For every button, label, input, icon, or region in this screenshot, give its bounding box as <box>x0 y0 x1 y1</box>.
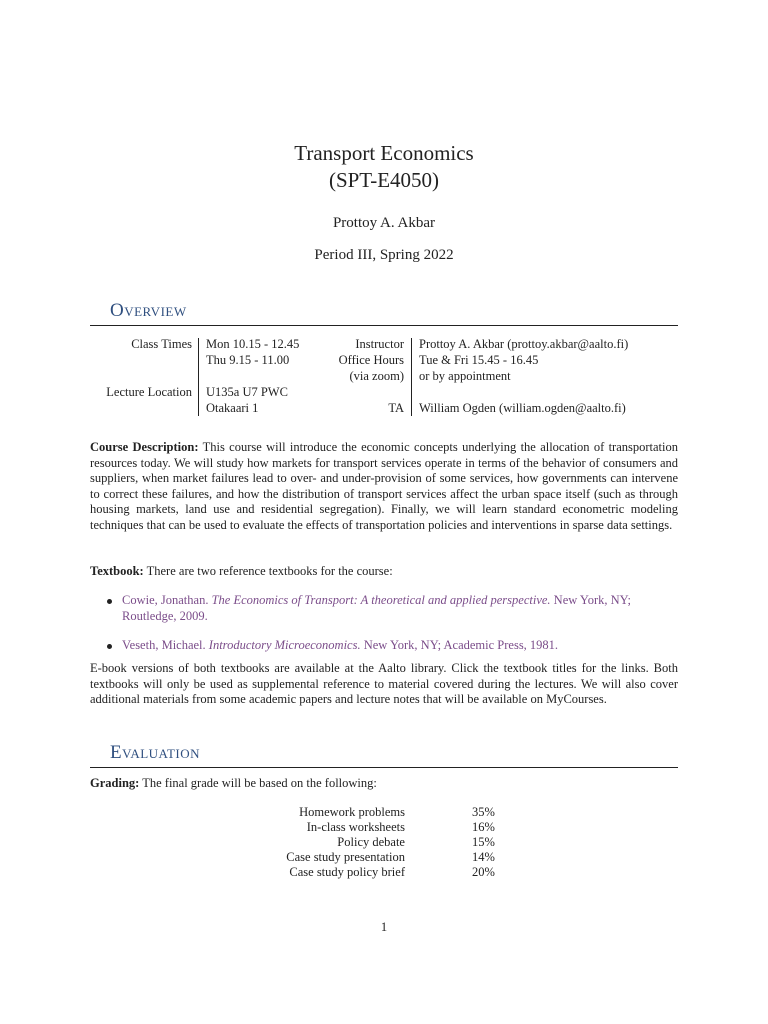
course-period: Period III, Spring 2022 <box>314 247 454 263</box>
ebook-paragraph: E-book versions of both textbooks are available at the Aalto library. Click the textbook titles for the links. Both textbooks will only be used as supplemental reference to material covered during the lectures. We will also cover additional materials from some academic papers and lecture notes that will be available on MyCourses. <box>90 661 678 707</box>
info-divider-right <box>411 338 412 416</box>
grade-item: Policy debate <box>337 835 405 849</box>
textbook-title-link[interactable]: Introductory Microeconomics. <box>208 638 361 653</box>
grade-percent: 35% <box>472 805 495 819</box>
grade-percent: 14% <box>472 850 495 864</box>
ta-label: TA <box>388 401 404 415</box>
title-block <box>90 140 678 264</box>
grade-table <box>90 805 678 880</box>
lecture-location-label: Lecture Location <box>106 385 192 399</box>
evaluation-heading: Evaluation <box>110 742 201 763</box>
textbook-publisher[interactable]: New York, NY; Routledge, 2009. <box>122 593 632 623</box>
textbook-item <box>90 638 678 654</box>
course-title: Transport Economics <box>294 141 474 165</box>
evaluation-rule <box>90 767 678 768</box>
ta-value[interactable]: William Ogden (william.ogden@aalto.fi) <box>419 401 626 415</box>
lecture-location-address: Otakaari 1 <box>206 401 259 415</box>
overview-heading: Overview <box>110 300 187 321</box>
textbook-intro <box>90 564 678 580</box>
class-times-mon: Mon 10.15 - 12.45 <box>206 337 300 351</box>
bullet-icon <box>107 644 112 649</box>
grade-percent: 20% <box>472 865 495 879</box>
class-times-thu: Thu 9.15 - 11.00 <box>206 353 290 367</box>
grade-percent: 15% <box>472 835 495 849</box>
page-number: 1 <box>380 920 388 934</box>
textbook-title-link[interactable]: The Economics of Transport: A theoretical and applied perspective. <box>211 593 551 607</box>
lecture-location-room: U135a U7 PWC <box>206 385 288 399</box>
textbook-text: There are two reference textbooks for the course: <box>146 564 393 578</box>
grade-row <box>90 820 678 835</box>
grade-percent: 16% <box>472 820 495 834</box>
grading-label: Grading: <box>90 776 140 790</box>
course-code: (SPT-E4050) <box>328 168 440 192</box>
via-zoom-label: (via zoom) <box>349 369 404 383</box>
grade-item: Homework problems <box>299 805 405 819</box>
grade-row <box>90 850 678 865</box>
instructor-label: Instructor <box>355 337 404 351</box>
grading-intro <box>90 776 678 792</box>
grade-row <box>90 805 678 820</box>
syllabus-page <box>90 0 678 1024</box>
course-description-label: Course Description: <box>90 440 199 454</box>
info-divider-left <box>198 338 199 416</box>
course-description <box>90 440 678 534</box>
textbook-label: Textbook: <box>90 564 144 578</box>
office-hours-value: Tue & Fri 15.45 - 16.45 <box>419 353 539 367</box>
textbook-author[interactable]: Cowie, Jonathan. <box>122 593 209 607</box>
grading-text: The final grade will be based on the following: <box>142 776 377 790</box>
author-name: Prottoy A. Akbar <box>332 215 436 231</box>
textbook-publisher[interactable]: New York, NY; Academic Press, 1981. <box>363 638 559 653</box>
grade-row <box>90 835 678 850</box>
office-hours-label: Office Hours <box>338 353 404 367</box>
grade-row <box>90 865 678 880</box>
info-labels-left <box>90 336 192 400</box>
grade-item: Case study presentation <box>286 850 405 864</box>
appointment-value: or by appointment <box>419 369 511 383</box>
textbook-list <box>90 593 678 668</box>
grade-item: In-class worksheets <box>306 820 405 834</box>
textbook-item <box>90 593 678 624</box>
class-times-label: Class Times <box>131 337 192 351</box>
bullet-icon <box>107 599 112 604</box>
info-values-right <box>419 336 679 416</box>
grade-item: Case study policy brief <box>289 865 405 879</box>
course-description-text: This course will introduce the economic concepts underlying the allocation of transportation resources today. We will study how markets for transport services operate in terms of the behavior of consumers and suppliers, when market failures lead to over- and under-provision of some services, how governments can intervene to correct these failures, and how the distribution of transport services affect the urban space itself (such as through housing markets, land use and residential segregation). Finally, we will learn standard econometric modeling techniques that can be used to evaluate the effects of transportation policies and interventions in sparse data settings. <box>90 440 678 532</box>
instructor-value[interactable]: Prottoy A. Akbar (prottoy.akbar@aalto.fi) <box>419 337 629 351</box>
overview-rule <box>90 325 678 326</box>
textbook-author[interactable]: Veseth, Michael. <box>122 638 206 653</box>
info-labels-right <box>290 336 404 416</box>
